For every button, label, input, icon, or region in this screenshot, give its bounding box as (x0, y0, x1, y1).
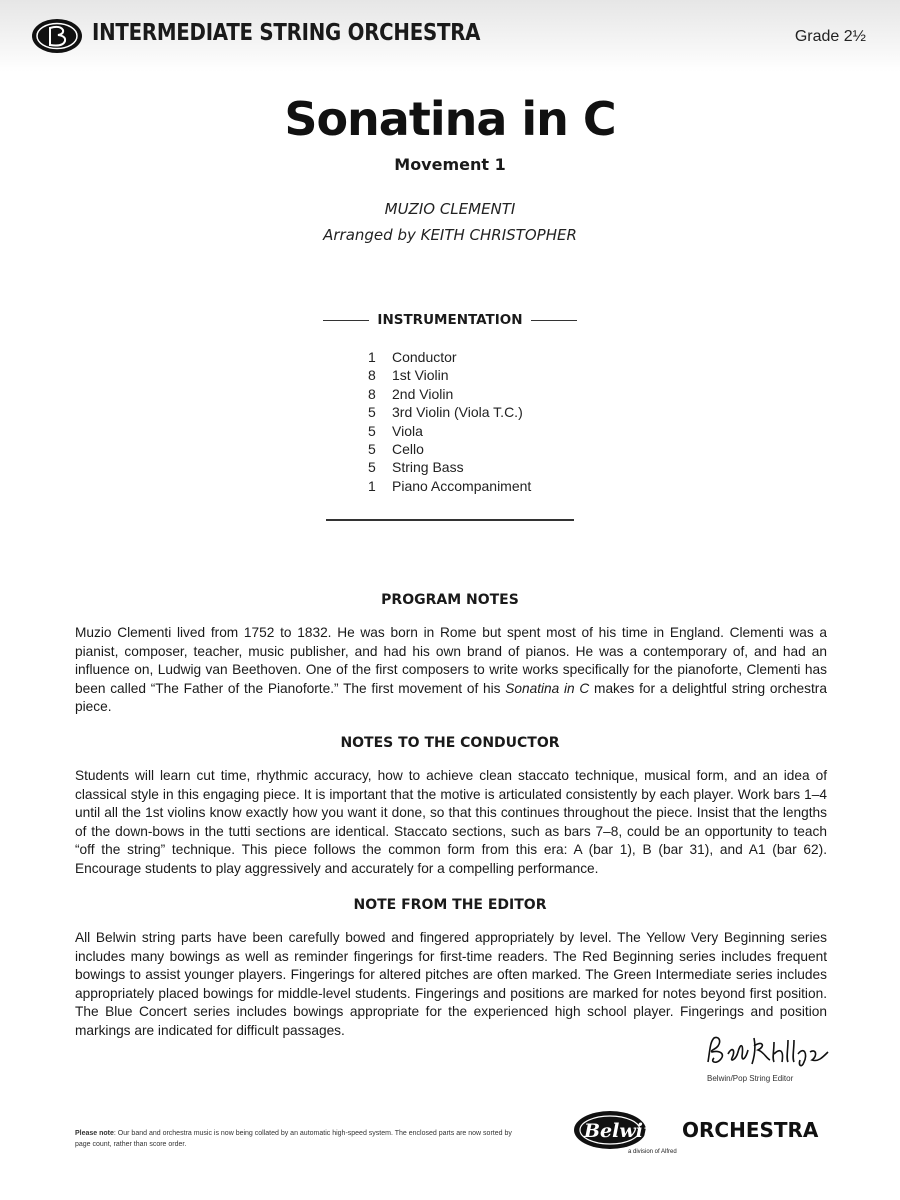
instrument-row (368, 385, 628, 403)
instrument-name: 2nd Violin (392, 385, 454, 402)
instrument-count: 8 (368, 367, 376, 384)
logo-tagline: a division of Alfred (628, 1149, 677, 1155)
program-notes-text-b: makes for a delightful string orchestra piece. (75, 680, 827, 714)
instrument-name: Viola (392, 422, 423, 439)
instrument-row (368, 422, 628, 440)
conductor-notes-heading: NOTES TO THE CONDUCTOR (340, 735, 560, 751)
editor-note-heading: NOTE FROM THE EDITOR (353, 897, 547, 913)
program-notes-text-a: Muzio Clementi lived from 1752 to 1832. He was born in Rome but spent most of his time in England. Clementi was a pianist, composer, teacher, music publisher, and had his own brand of pianos. He was a contemporary of, and had an influence on, Ludwig van Beethoven. One of the first composers to write works specifically for the pianoforte, Clementi has been called “The Father of the Pianoforte.” The first movement of his (75, 625, 827, 696)
instrument-count: 5 (368, 422, 376, 439)
instrument-name: 1st Violin (392, 367, 449, 384)
instrumentation-heading (0, 312, 900, 328)
footer-note (75, 1128, 515, 1150)
composer-name: MUZIO CLEMENTI (384, 200, 516, 218)
heading-dash-right (531, 320, 577, 321)
grade-label: Grade 2½ (794, 28, 866, 45)
instrumentation-list (368, 348, 628, 495)
instrumentation-heading-text: INSTRUMENTATION (377, 312, 523, 328)
signature-caption: Belwin/Pop String Editor (707, 1074, 794, 1083)
instrument-name: Piano Accompaniment (392, 477, 532, 494)
instrumentation-divider (326, 519, 574, 521)
conductor-notes-text: Students will learn cut time, rhythmic accuracy, how to achieve clean staccato technique, musical form, and an idea of classical style in this engaging piece. It is important that the motive is articulated consistently by each player. Work bars 1–4 until all the 1st violins know exactly how you want it done, so that this continues throughout the piece. Insist that the lengths of the down-bows in the tutti sections are identical. Staccato sections, such as bars 7–8, could be an opportunity to teach “off the string” technique. This piece follows the common form from this era: A (bar 1), B (bar 31), and A1 (bar 62). Encourage students to play aggressively and accurately for a compelling performance. (75, 768, 827, 876)
program-notes-text (75, 624, 827, 717)
piece-title: Sonatina in C (284, 92, 616, 146)
instrument-name: Cello (392, 440, 424, 457)
program-notes-italic-title: Sonatina in C (505, 680, 590, 696)
instrument-row (368, 458, 628, 476)
instrument-name: String Bass (392, 459, 464, 476)
editor-note-text: All Belwin string parts have been carefully bowed and fingered appropriately by level. The Yellow Very Beginning series includes many bowings as well as reminder fingerings for first-time readers. The Red Beginning series includes frequent bowings to assist younger players. Fingerings for altered pitches are often marked. The Green Intermediate series includes appropriately placed bowings for middle-level students. Fingerings and positions are marked for notes beyond first position. The Blue Concert series includes bowings appropriate for the experienced high school player. Fingerings and position markings are indicated for difficult passages. (75, 930, 827, 1038)
instrument-row (368, 348, 628, 366)
arranger-credit: Arranged by KEITH CHRISTOPHER (323, 226, 577, 244)
instrument-count: 5 (368, 440, 376, 457)
logo-word: Belwin (584, 1120, 657, 1142)
belwin-emblem-icon (30, 16, 84, 56)
instrument-count: 8 (368, 385, 376, 402)
footer-note-text: : Our band and orchestra music is now being collated by an automatic high-speed system. The enclosed parts are now sorted by page count, rather than score order. (75, 1130, 512, 1148)
belwin-orchestra-logo (572, 1108, 832, 1156)
instrument-count: 5 (368, 404, 376, 421)
instrument-row (368, 477, 628, 495)
footer-note-label: Please note (75, 1130, 114, 1137)
editor-signature (700, 1032, 835, 1070)
movement-subtitle: Movement 1 (394, 155, 506, 174)
instrument-row (368, 440, 628, 458)
instrument-name: 3rd Violin (Viola T.C.) (392, 404, 523, 421)
instrument-count: 5 (368, 459, 376, 476)
instrument-row (368, 403, 628, 421)
series-title: INTERMEDIATE STRING ORCHESTRA (92, 20, 481, 46)
program-notes-heading: PROGRAM NOTES (381, 592, 519, 608)
instrument-row (368, 366, 628, 384)
heading-dash-left (323, 320, 369, 321)
instrument-name: Conductor (392, 349, 457, 365)
instrument-count: 1 (368, 477, 376, 494)
logo-orchestra: ORCHESTRA (682, 1118, 819, 1142)
instrument-count: 1 (368, 349, 376, 365)
